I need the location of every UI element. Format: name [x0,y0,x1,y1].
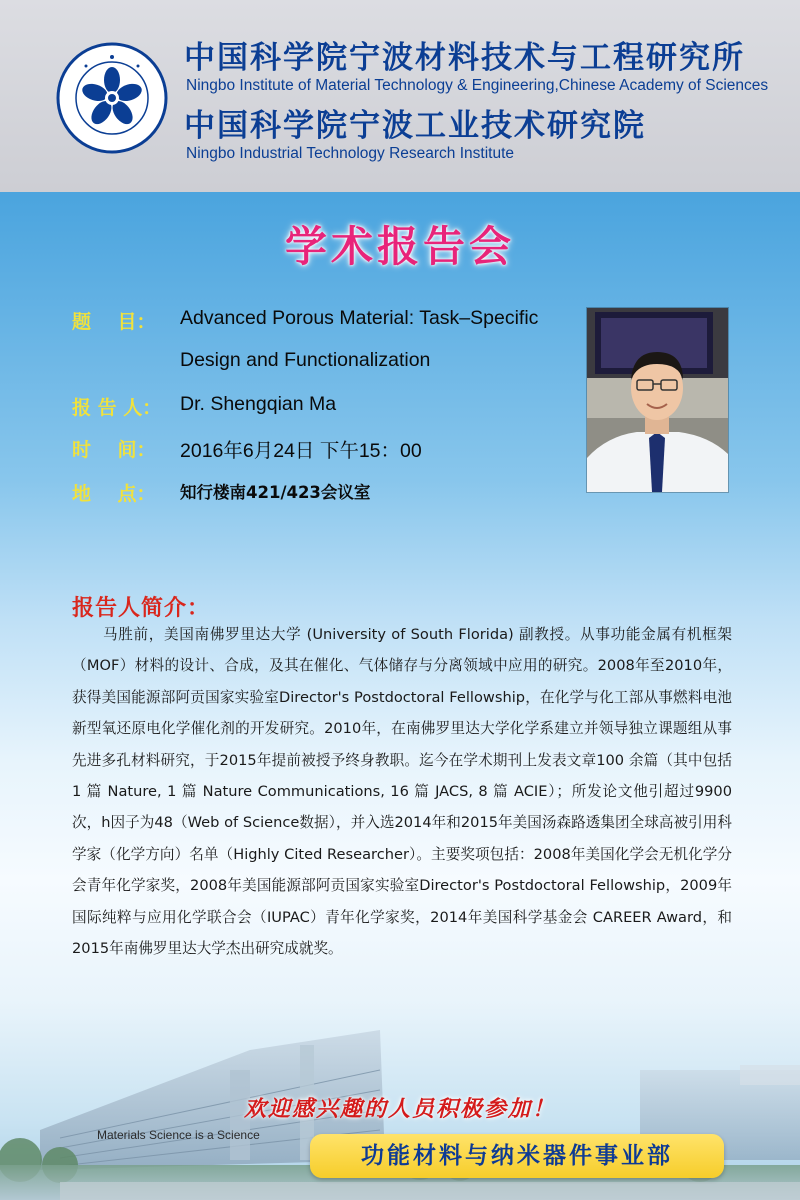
venue-label: 地 点： [72,483,156,505]
speaker-label: 报 告 人： [72,397,162,419]
time-label: 时 间： [72,439,156,461]
event-time: 2016年6月24日 下午15：00 [180,440,422,462]
speaker-name: Dr. Shengqian Ma [180,393,337,415]
department-banner [310,1134,724,1178]
bio-text: 马胜前，美国南佛罗里达大学 (University of South Florida) 副教授。从事功能金属有机框架（MOF）材料的设计、合成，及其在催化、气体储存与分离领域中应用的研究。2008年至2010年，获得美国能源部阿贡国家实验室Director's Postdoctoral Fellowship，在化学与化工部从事燃料电池新型氧还原电化学催化剂的开发研究。2010年，在南佛罗里达大学化学系建立并领导独立课题组从事先进多孔材料研究，于2015年提前被授予终身教职。迄今在学术期刊上发表文章100 余篇（其中包括1 篇 Nature, 1 篇 Nature Communications, 16 篇 JACS, 8 篇 ACIE）；所发论文他引超过9900次，h因子为48（Web of Science数据），并入选2014年和2015年美国汤森路透集团全球高被引用科学家（化学方向）名单（Highly Cited Researcher）。主要奖项包括：2008年美国化学会无机化学分会青年化学家奖，2008年美国能源部阿贡国家实验室Director's Postdoctoral Fellowship，2009年国际纯粹与应用化学联合会（IUPAC）青年化学家奖，2014年美国科学基金会 CAREER Award，和2015年南佛罗里达大学杰出研究成就奖。 [72,626,732,958]
slogan-text: Materials Science is a Science [97,1128,260,1142]
event-venue: 知行楼南421/423会议室 [180,483,371,502]
topic-label: 题 目： [72,311,156,333]
topic-line-1: Advanced Porous Material: Task–Specific [180,307,539,329]
research-institute-name-en: Ningbo Industrial Technology Research Institute [186,145,514,162]
speaker-photo [587,308,728,492]
event-title: 学术报告会 [284,222,515,271]
department-name: 功能材料与纳米器件事业部 [361,1143,673,1169]
topic-line-2: Design and Functionalization [180,349,431,371]
research-institute-name-cn: 中国科学院宁波工业技术研究院 [184,108,646,144]
cas-logo [56,42,168,154]
institute-name-cn: 中国科学院宁波材料技术与工程研究所 [184,40,745,76]
institute-name-en: Ningbo Institute of Material Technology & Engineering,Chinese Academy of Sciences [186,77,769,94]
welcome-message: 欢迎感兴趣的人员积极参加！ [243,1096,556,1122]
institute-header [0,0,800,192]
bio-title: 报告人简介： [72,595,211,621]
